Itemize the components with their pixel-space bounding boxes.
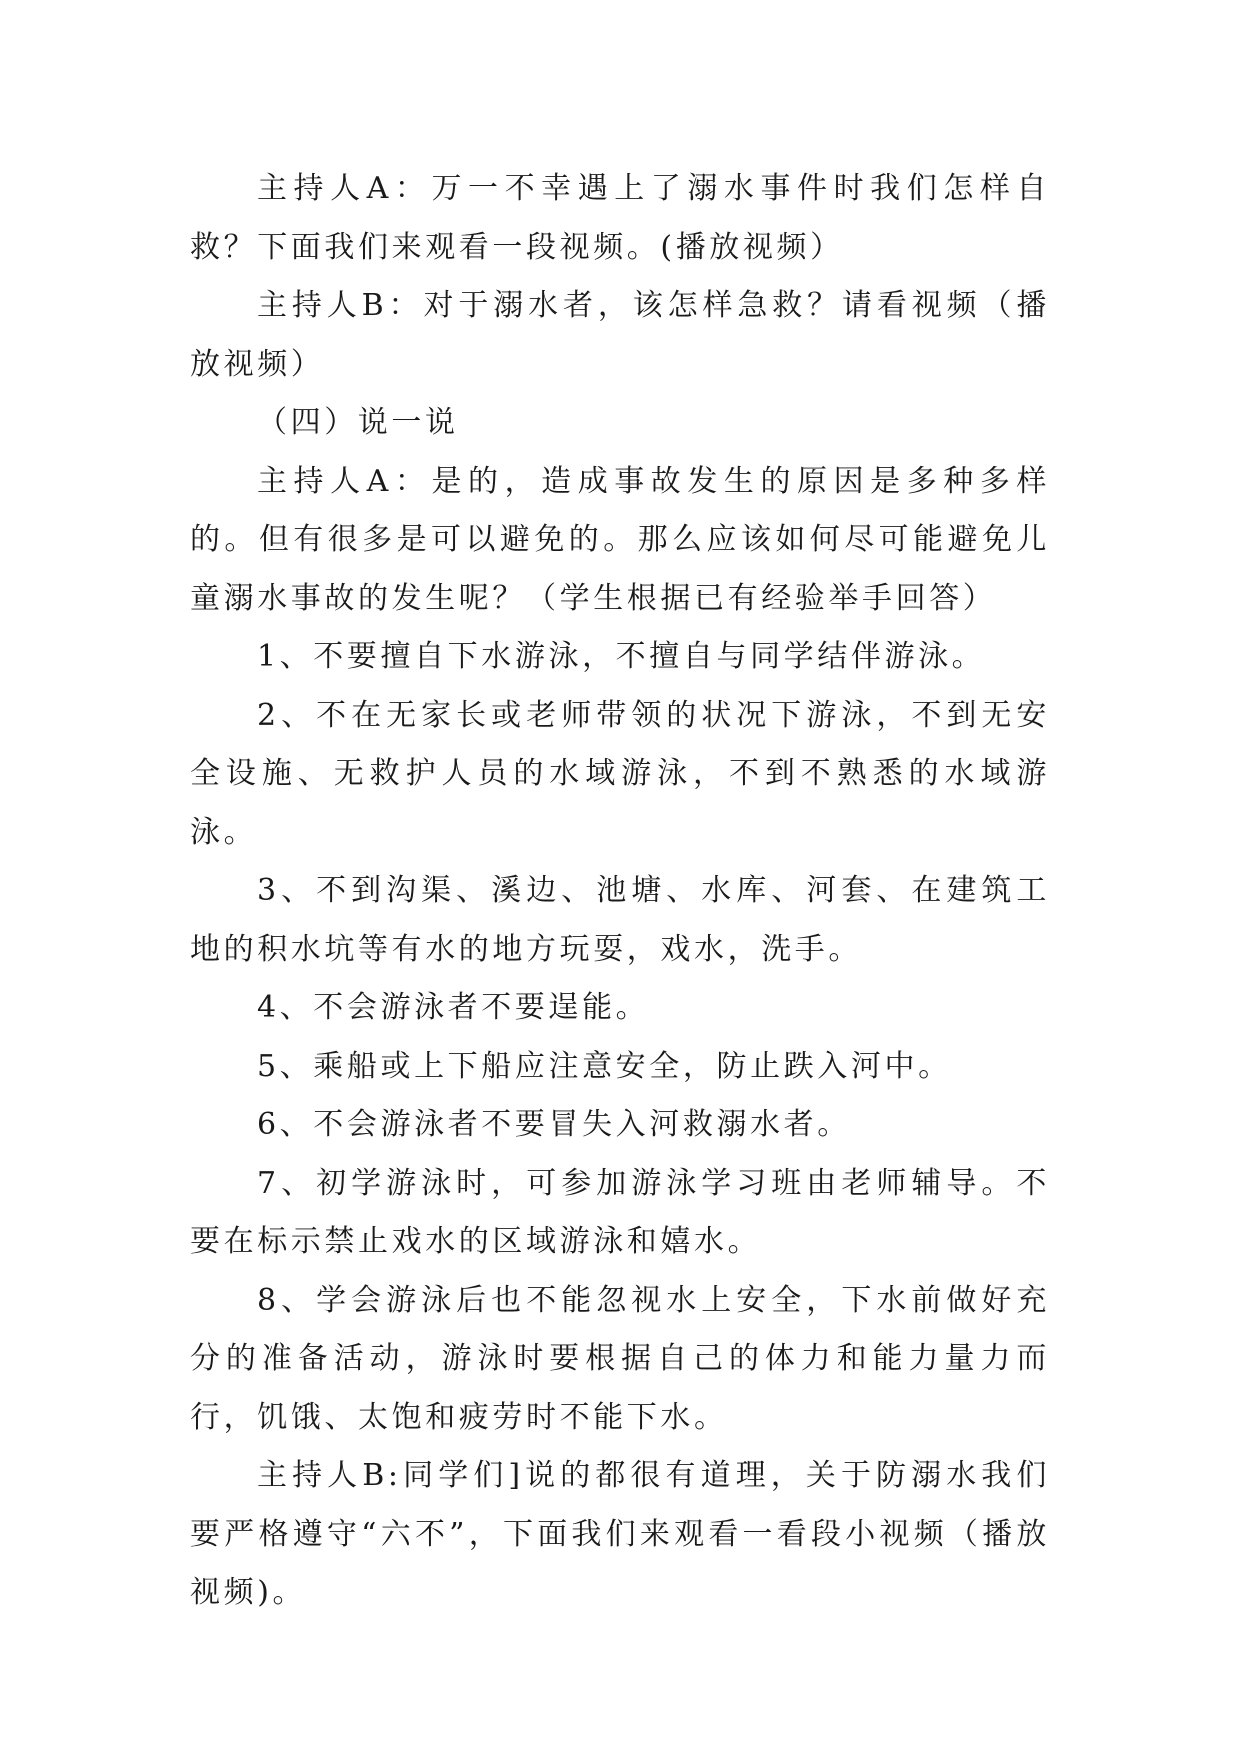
list-item-rule-2: 2、不在无家长或老师带领的状况下游泳，不到无安全设施、无救护人员的水域游泳，不到不熟悉的水域游泳。 — [190, 697, 1050, 850]
list-item-rule-4: 4、不会游泳者不要逞能。 — [257, 990, 650, 1025]
list-item-rule-1: 1、不要擅自下水游泳，不擅自与同学结伴游泳。 — [257, 639, 986, 674]
paragraph-host-a-causes: 主持人A：是的，造成事故发生的原因是多种多样的。但有很多是可以避免的。那么应该如何尽可能避免儿童溺水事故的发生呢？（学生根据已有经验举手回答） — [190, 463, 1050, 616]
paragraph-host-b-first-aid: 主持人B：对于溺水者，该怎样急救？请看视频（播放视频） — [190, 288, 1050, 382]
list-item-rule-6: 6、不会游泳者不要冒失入河救溺水者。 — [257, 1107, 851, 1142]
paragraph-host-a-self-rescue: 主持人A：万一不幸遇上了溺水事件时我们怎样自救？下面我们来观看一段视频。(播放视频） — [190, 171, 1050, 265]
section-heading-discuss: （四）说一说 — [257, 405, 459, 440]
document-body — [190, 160, 1050, 1623]
paragraph-host-b-six-nots: 主持人B:同学们]说的都很有道理，关于防溺水我们要严格遵守“六不”，下面我们来观看一看段小视频（播放视频)。 — [190, 1458, 1050, 1610]
list-item-rule-7: 7、初学游泳时，可参加游泳学习班由老师辅导。不要在标示禁止戏水的区域游泳和嬉水。 — [190, 1165, 1050, 1259]
list-item-rule-3: 3、不到沟渠、溪边、池塘、水库、河套、在建筑工地的积水坑等有水的地方玩耍，戏水，洗手。 — [190, 873, 1050, 967]
list-item-rule-5: 5、乘船或上下船应注意安全，防止跌入河中。 — [257, 1048, 952, 1084]
list-item-rule-8: 8、学会游泳后也不能忽视水上安全，下水前做好充分的准备活动，游泳时要根据自己的体力和能力量力而行，饥饿、太饱和疲劳时不能下水。 — [190, 1282, 1050, 1435]
